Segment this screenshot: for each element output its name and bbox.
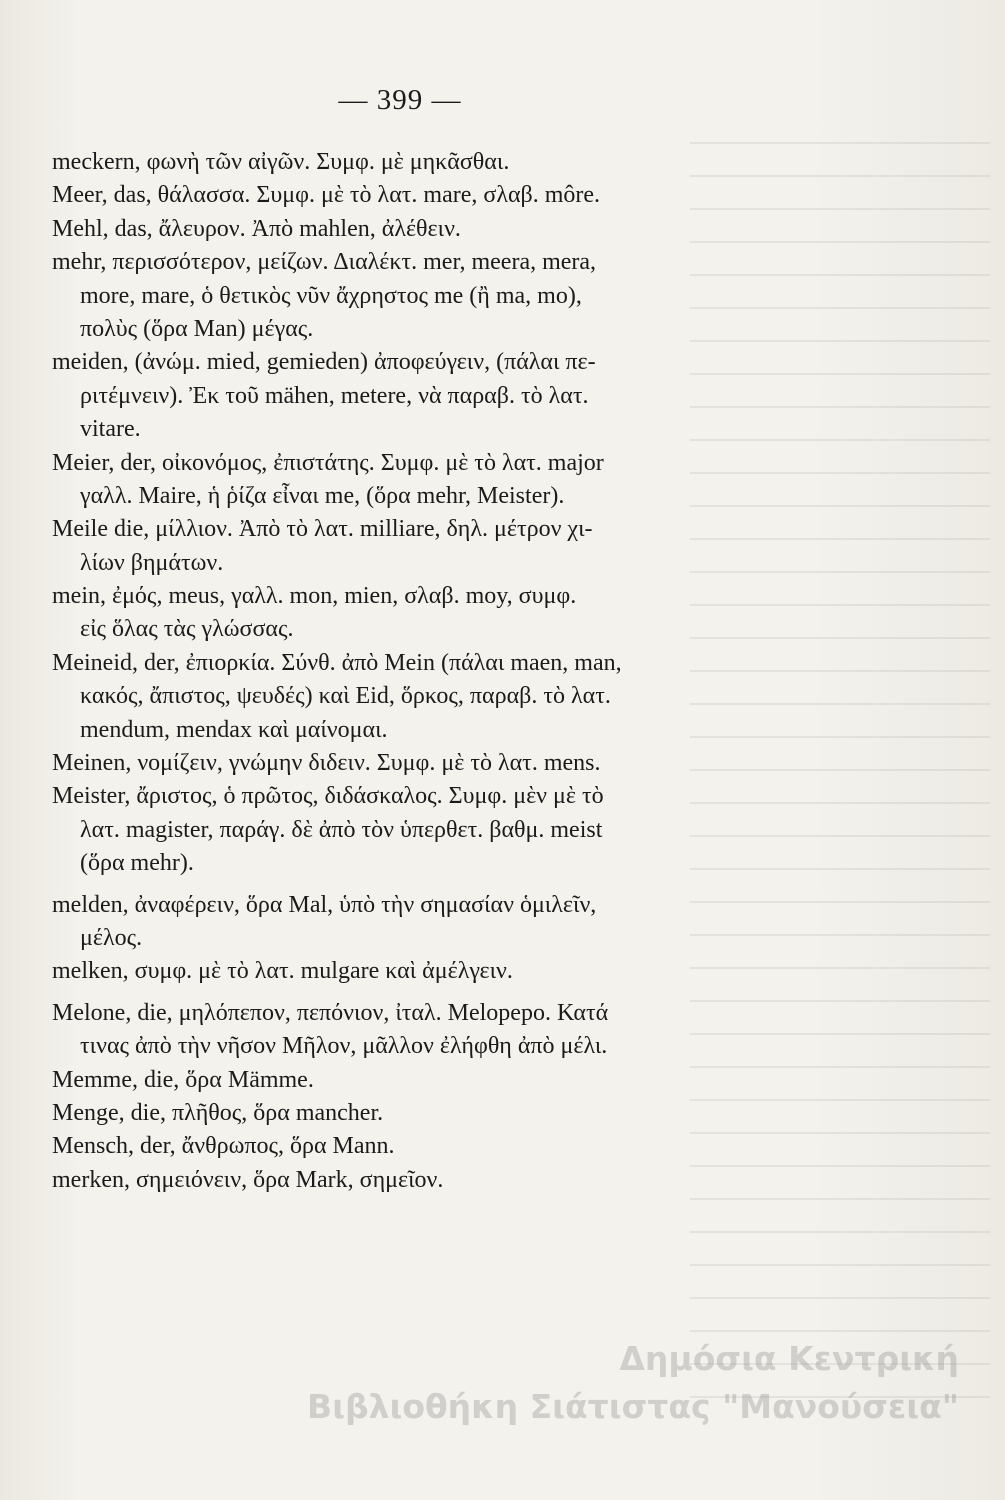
entry-continuation-line: εἰς ὅλας τὰς γλώσσας. [80,616,294,643]
entry-continuation-line: τινας ἀπὸ τὴν νῆσον Μῆλον, μᾶλλον ἐλήφθη ἀπὸ μέλι. [80,1033,608,1060]
dictionary-entry [52,747,772,780]
entry-continuation-line: λατ. magister, παράγ. δὲ ἀπὸ τὸν ὑπερθετ. βαθμ. meist [80,816,603,843]
page-number: — 399 — [338,84,462,116]
dictionary-entry [52,955,772,988]
entry-headline: Meinen, νομίζειν, γνώμην διδειν. Συμφ. μὲ τὸ λατ. mens. [52,750,601,777]
dictionary-entry [52,647,772,747]
entry-continuation-line: μέλος. [80,924,143,951]
dictionary-entry [52,1097,772,1130]
entry-headline: merken, σημειόνειν, ὅρα Mark, σημεῖον. [52,1166,444,1193]
entry-continuation-line: πολὺς (ὅρα Man) μέγας. [80,315,314,342]
entry-headline: Mehl, das, ἄλευρον. Ἀπὸ mahlen, ἀλέθειν. [52,215,461,242]
entry-headline: melken, συμφ. μὲ τὸ λατ. mulgare καὶ ἀμέλγειν. [52,958,513,985]
dictionary-entry [52,780,772,880]
dictionary-entry [52,1064,772,1097]
watermark-line-2: Βιβλιοθήκη Σιάτιστας "Μανούσεια" [306,1387,959,1426]
dictionary-entry [52,146,772,179]
entry-continuation-line: λίων βημάτων. [80,549,224,576]
entry-headline: mein, ἐμός, meus, γαλλ. mon, mien, σλαβ. moy, συμφ. [52,583,577,610]
entry-continuation-line: more, mare, ὁ θετικὸς νῦν ἄχρηστος me (ἢ ma, mo), [80,282,582,309]
entry-headline: Meineid, der, ἐπιορκία. Σύνθ. ἀπὸ Mein (πάλαι maen, man, [52,649,622,676]
entry-headline: Meer, das, θάλασσα. Συμφ. μὲ τὸ λατ. mare, σλαβ. môre. [52,182,601,209]
entry-continuation-line: ριτέμνειν). Ἐκ τοῦ mähen, metere, νὰ παραβ. τὸ λατ. [80,382,589,409]
entry-continuation-line: (ὅρα mehr). [80,850,194,877]
dictionary-entry [52,346,772,446]
dictionary-entry [52,1164,772,1197]
entry-headline: Menge, die, πλῆθος, ὅρα mancher. [52,1099,384,1126]
library-watermark [199,1335,959,1431]
entry-headline: meckern, φωνὴ τῶν αἰγῶν. Συμφ. μὲ μηκᾶσθαι. [52,149,510,175]
entry-headline: Melone, die, μηλόπεπον, πεπόνιον, ἰταλ. Melopepo. Κατά [52,999,609,1026]
dictionary-entries [52,146,772,1197]
entry-headline: Meier, der, οἰκονόμος, ἐπιστάτης. Συμφ. μὲ τὸ λατ. major [52,449,604,476]
entry-headline: mehr, περισσότερον, μείζων. Διαλέκτ. mer, meera, mera, [52,249,597,276]
entry-headline: Memme, die, ὅρα Mämme. [52,1066,314,1093]
entry-spacer [52,881,772,889]
entry-spacer [52,989,772,997]
dictionary-entry [52,447,772,514]
dictionary-entry [52,889,772,956]
dictionary-entry [52,513,772,580]
entry-headline: Meile die, μίλλιον. Ἀπὸ τὸ λατ. milliare, δηλ. μέτρον χι- [52,516,593,543]
entry-headline: meiden, (ἀνώμ. mied, gemieden) ἀποφεύγειν, (πάλαι πε- [52,349,596,376]
entry-continuation-line: κακός, ἄπιστος, ψευδές) καὶ Eid, ὅρκος, παραβ. τὸ λατ. [80,683,611,710]
entry-headline: Meister, ἄριστος, ὁ πρῶτος, διδάσκαλος. Συμφ. μὲν μὲ τὸ [52,783,604,810]
dictionary-entry [52,580,772,647]
dictionary-entry [52,997,772,1064]
entry-headline: Mensch, der, ἄνθρωπος, ὅρα Mann. [52,1133,395,1160]
dictionary-entry [52,1130,772,1163]
entry-continuation-line: vitare. [80,416,141,443]
entry-headline: melden, ἀναφέρειν, ὅρα Mal, ὑπὸ τὴν σημασίαν ὁμιλεῖν, [52,891,597,918]
dictionary-entry [52,179,772,212]
entry-continuation-line: γαλλ. Maire, ἡ ῥίζα εἶναι me, (ὅρα mehr, Meister). [80,482,565,509]
dictionary-entry [52,213,772,246]
entry-continuation-line: mendum, mendax καὶ μαίνομαι. [80,716,388,743]
watermark-line-1: Δημόσια Κεντρική [619,1339,959,1378]
dictionary-entry [52,246,772,346]
